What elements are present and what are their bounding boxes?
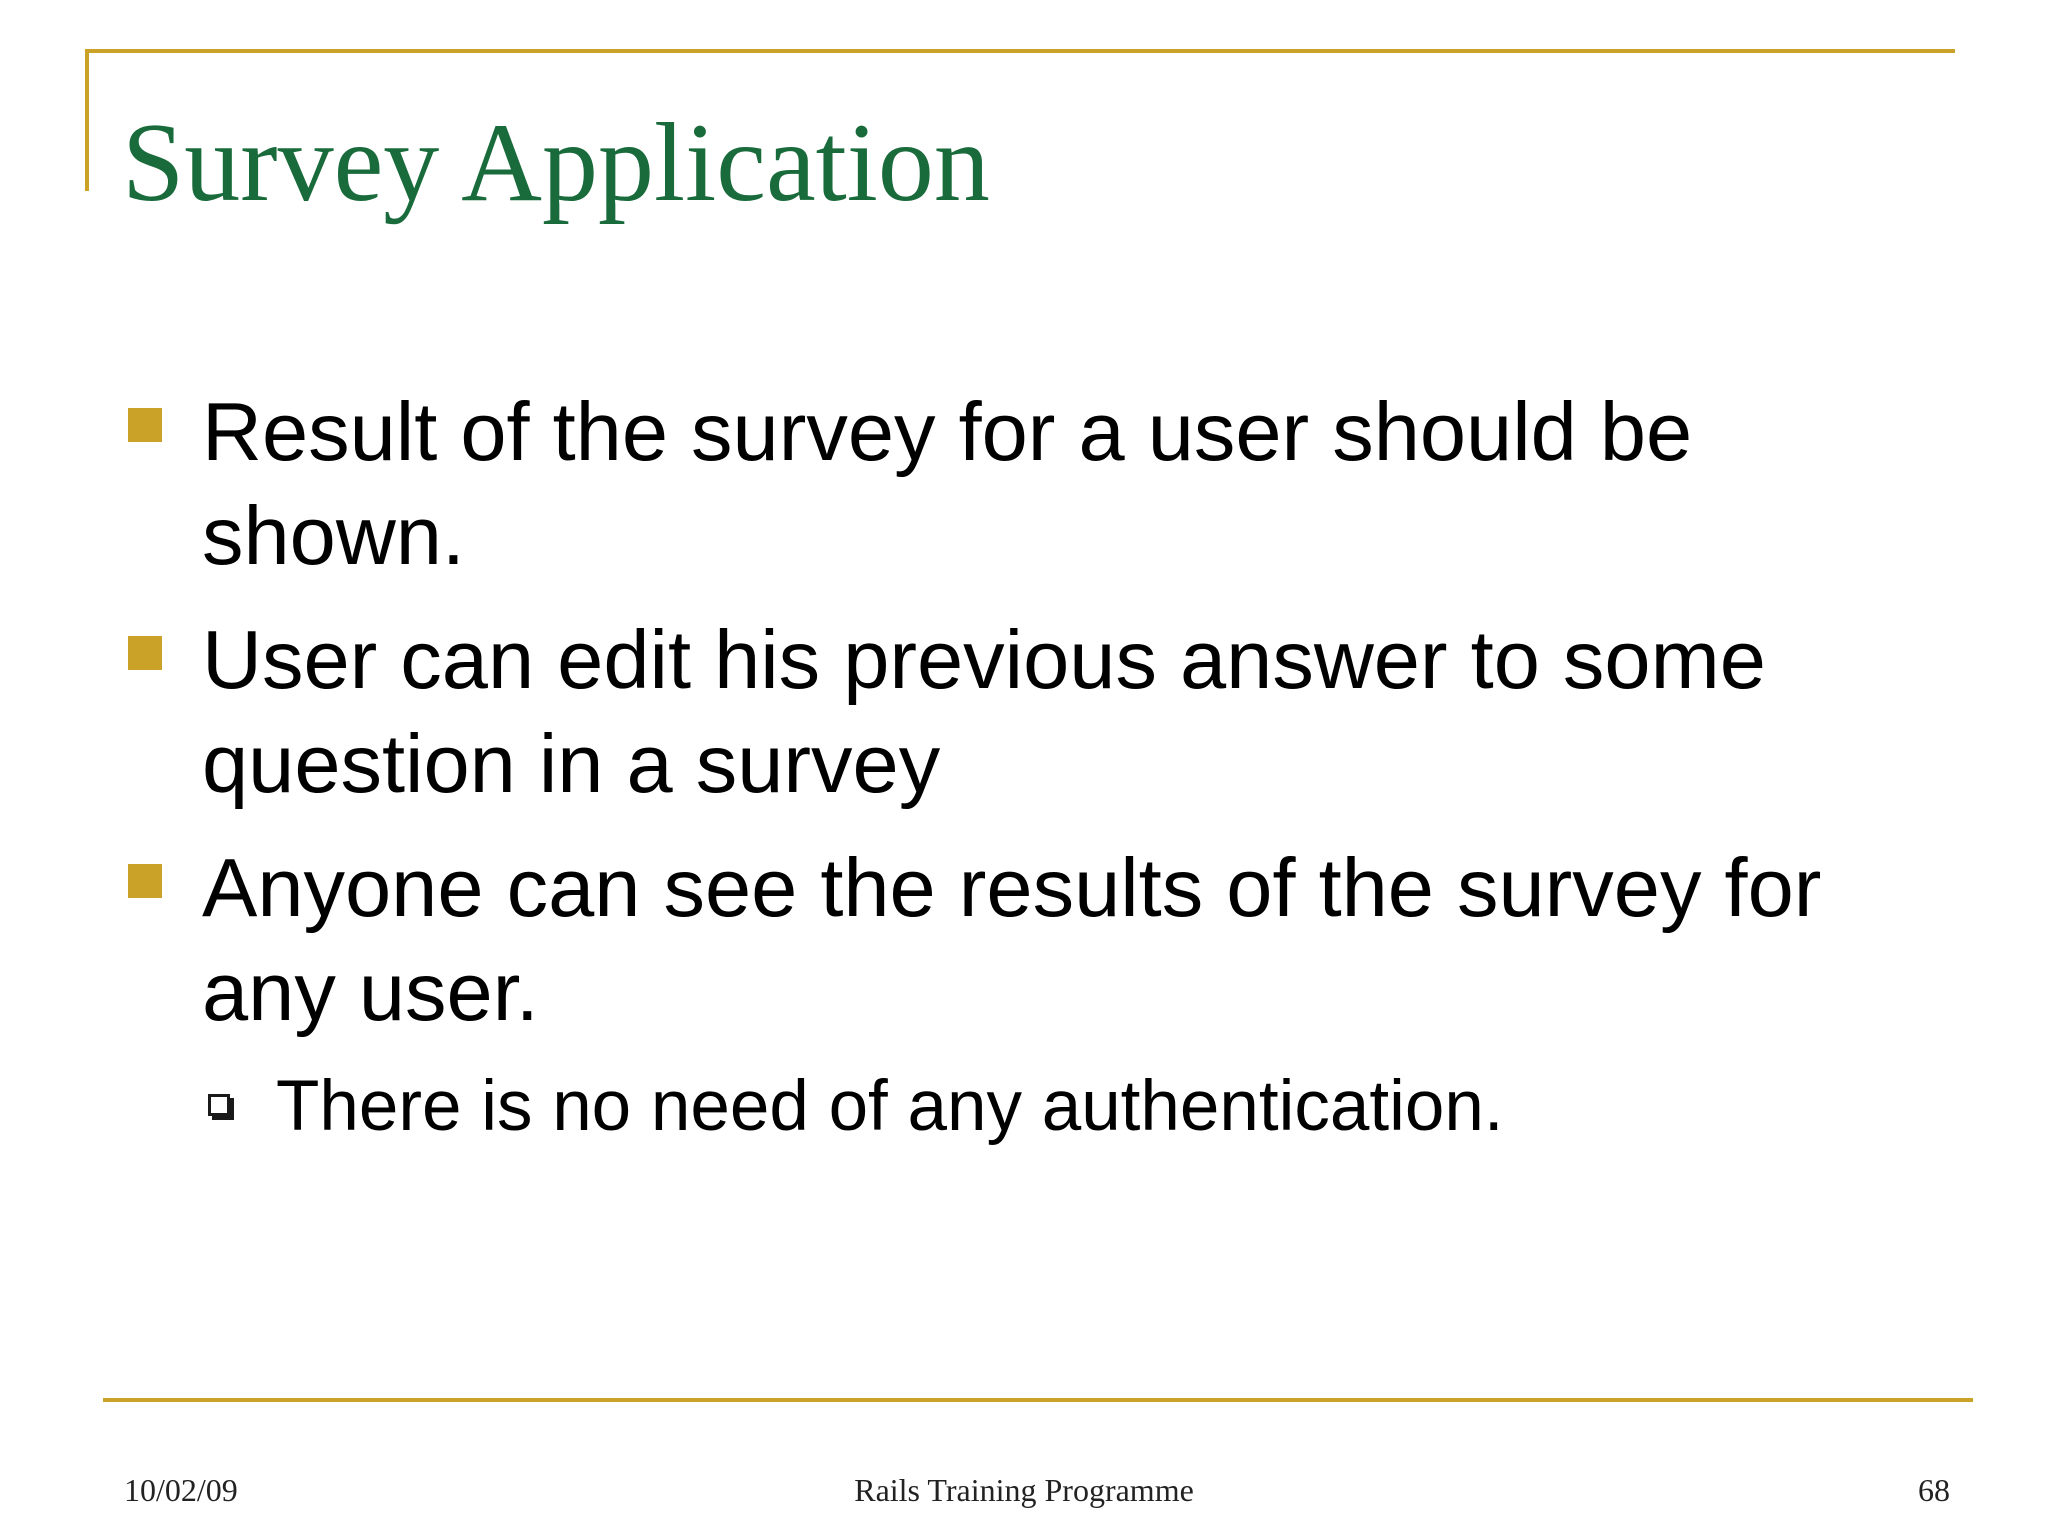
sub-bullet-text: There is no need of any authentication. (276, 1067, 1504, 1146)
slide-title: Survey Application (122, 101, 990, 225)
filled-square-bullet-icon (128, 636, 162, 670)
bullet-text: Result of the survey for a user should be shown. (202, 385, 1693, 582)
bottom-accent-rule (103, 1398, 1973, 1402)
footer-title: Rails Training Programme (854, 1472, 1194, 1508)
bullet-text: Anyone can see the results of the survey for any user. (202, 841, 1822, 1038)
left-accent-rule (85, 49, 89, 191)
page-number: 68 (1918, 1472, 1950, 1508)
filled-square-bullet-icon (128, 408, 162, 442)
footer-date: 10/02/09 (124, 1472, 238, 1508)
filled-square-bullet-icon (128, 864, 162, 898)
top-accent-rule (85, 49, 1955, 53)
bullet-text: User can edit his previous answer to some question in a survey (202, 613, 1766, 810)
hollow-square-bullet-icon (208, 1094, 230, 1116)
